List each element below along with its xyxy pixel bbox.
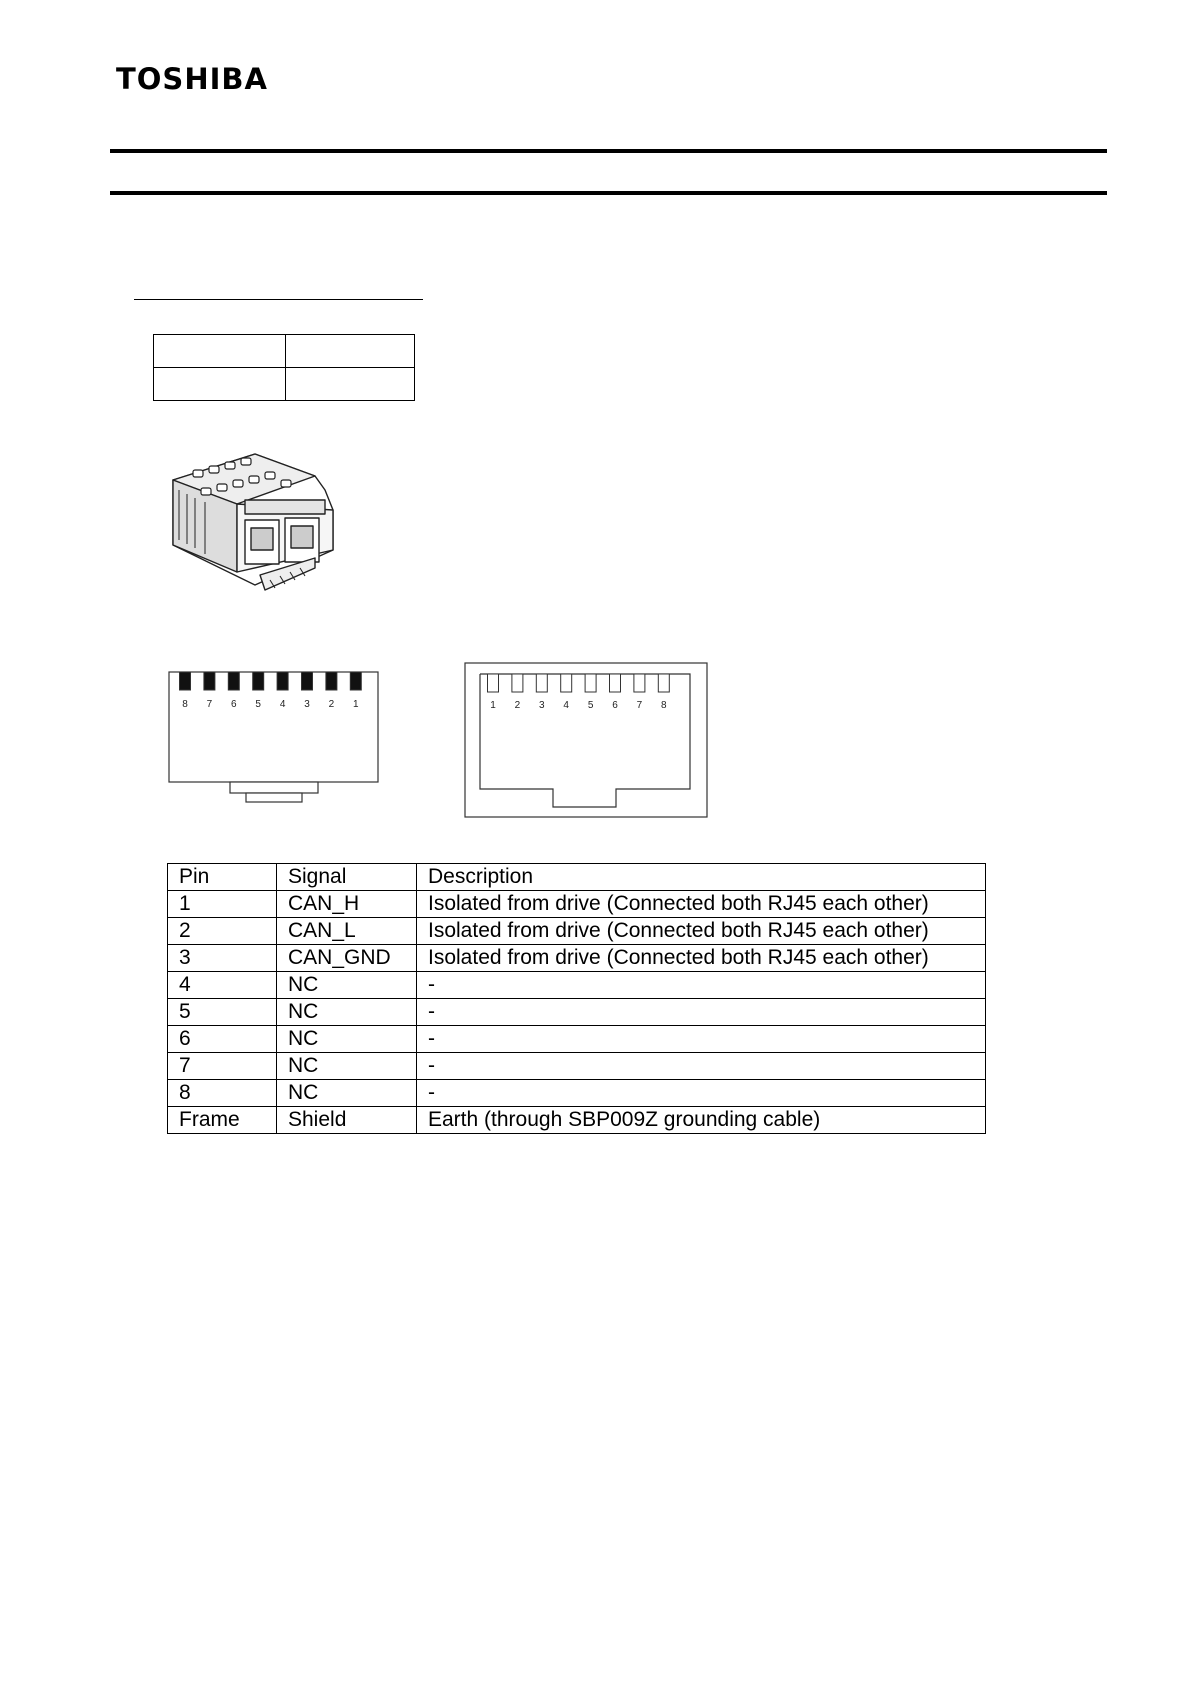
cell-pin: Frame bbox=[168, 1107, 277, 1134]
header-rule-bottom bbox=[110, 191, 1107, 195]
table-header-row bbox=[168, 864, 986, 891]
pin-number-label: 3 bbox=[539, 700, 545, 711]
pin-contact bbox=[253, 672, 264, 690]
cell-signal: NC bbox=[277, 999, 417, 1026]
empty-info-table bbox=[153, 334, 415, 401]
header-rule-top bbox=[110, 149, 1107, 153]
pin-contact bbox=[488, 674, 499, 692]
rj45-pin-assignment-table bbox=[167, 863, 986, 1134]
cell-signal: NC bbox=[277, 1053, 417, 1080]
pin-number-label: 2 bbox=[514, 700, 521, 711]
table-row bbox=[168, 1107, 986, 1134]
cell-description: Isolated from drive (Connected both RJ45 each other) bbox=[417, 918, 986, 945]
table-row bbox=[168, 972, 986, 999]
pin-number-label: 6 bbox=[231, 699, 237, 710]
table-row bbox=[168, 1053, 986, 1080]
column-header-description: Description bbox=[417, 864, 986, 891]
pin-number-label: 4 bbox=[563, 700, 569, 711]
pin-number-label: 6 bbox=[612, 700, 618, 711]
plug-body bbox=[169, 672, 378, 782]
cell-description: Isolated from drive (Connected both RJ45 each other) bbox=[417, 891, 986, 918]
empty-cell bbox=[286, 368, 415, 401]
pin-number-label: 7 bbox=[636, 700, 643, 711]
pin-number-label: 8 bbox=[182, 699, 188, 710]
pin-number-label: 1 bbox=[353, 699, 359, 710]
table-row bbox=[168, 999, 986, 1026]
cell-pin: 7 bbox=[168, 1053, 277, 1080]
pin-contact bbox=[561, 674, 572, 692]
pin-number-label: 3 bbox=[304, 699, 310, 710]
cell-description: - bbox=[417, 999, 986, 1026]
plug-latch bbox=[230, 782, 318, 793]
pin-contact bbox=[326, 672, 337, 690]
cell-signal: Shield bbox=[277, 1107, 417, 1134]
cell-pin: 6 bbox=[168, 1026, 277, 1053]
cell-description: Isolated from drive (Connected both RJ45 each other) bbox=[417, 945, 986, 972]
table-row bbox=[168, 1080, 986, 1107]
pin-contact bbox=[180, 672, 191, 690]
empty-cell bbox=[154, 368, 286, 401]
table-row bbox=[168, 945, 986, 972]
pin-number-label: 8 bbox=[661, 700, 667, 711]
pin-contact bbox=[512, 674, 523, 692]
cell-description: - bbox=[417, 1053, 986, 1080]
cell-signal: NC bbox=[277, 1026, 417, 1053]
cell-pin: 5 bbox=[168, 999, 277, 1026]
pin-number-label: 4 bbox=[279, 699, 286, 710]
cell-signal: NC bbox=[277, 972, 417, 999]
column-header-pin: Pin bbox=[168, 864, 277, 891]
cell-pin: 4 bbox=[168, 972, 277, 999]
table-row bbox=[168, 918, 986, 945]
plug-latch-tab bbox=[246, 793, 302, 802]
pin-contact bbox=[302, 672, 313, 690]
pin-contact bbox=[350, 672, 361, 690]
table-row bbox=[168, 891, 986, 918]
empty-cell bbox=[286, 335, 415, 368]
pin-number-label: 1 bbox=[490, 700, 496, 711]
column-header-signal: Signal bbox=[277, 864, 417, 891]
pin-number-label: 5 bbox=[587, 700, 594, 711]
section-heading-underline bbox=[134, 299, 423, 300]
cell-pin: 2 bbox=[168, 918, 277, 945]
table-row bbox=[168, 1026, 986, 1053]
cell-description: - bbox=[417, 972, 986, 999]
cell-signal: CAN_GND bbox=[277, 945, 417, 972]
pin-contact bbox=[228, 672, 239, 690]
cell-pin: 3 bbox=[168, 945, 277, 972]
rj45-jack-diagram bbox=[464, 662, 709, 820]
pin-contact bbox=[277, 672, 288, 690]
pin-contact bbox=[585, 674, 596, 692]
cell-description: - bbox=[417, 1026, 986, 1053]
cell-signal: CAN_L bbox=[277, 918, 417, 945]
pin-contact bbox=[634, 674, 645, 692]
empty-cell bbox=[154, 335, 286, 368]
pin-number-label: 7 bbox=[206, 699, 213, 710]
pin-contact bbox=[610, 674, 621, 692]
toshiba-logo: TOSHIBA bbox=[116, 62, 268, 96]
cell-pin: 8 bbox=[168, 1080, 277, 1107]
pin-number-label: 5 bbox=[255, 699, 261, 710]
pin-contact bbox=[204, 672, 215, 690]
pin-number-label: 2 bbox=[328, 699, 335, 710]
pin-contact bbox=[536, 674, 547, 692]
can-option-module-illustration bbox=[165, 450, 340, 595]
cell-signal: CAN_H bbox=[277, 891, 417, 918]
cell-pin: 1 bbox=[168, 891, 277, 918]
cell-description: Earth (through SBP009Z grounding cable) bbox=[417, 1107, 986, 1134]
pin-contact bbox=[658, 674, 669, 692]
cell-description: - bbox=[417, 1080, 986, 1107]
cell-signal: NC bbox=[277, 1080, 417, 1107]
rj45-plug-diagram bbox=[168, 665, 383, 805]
